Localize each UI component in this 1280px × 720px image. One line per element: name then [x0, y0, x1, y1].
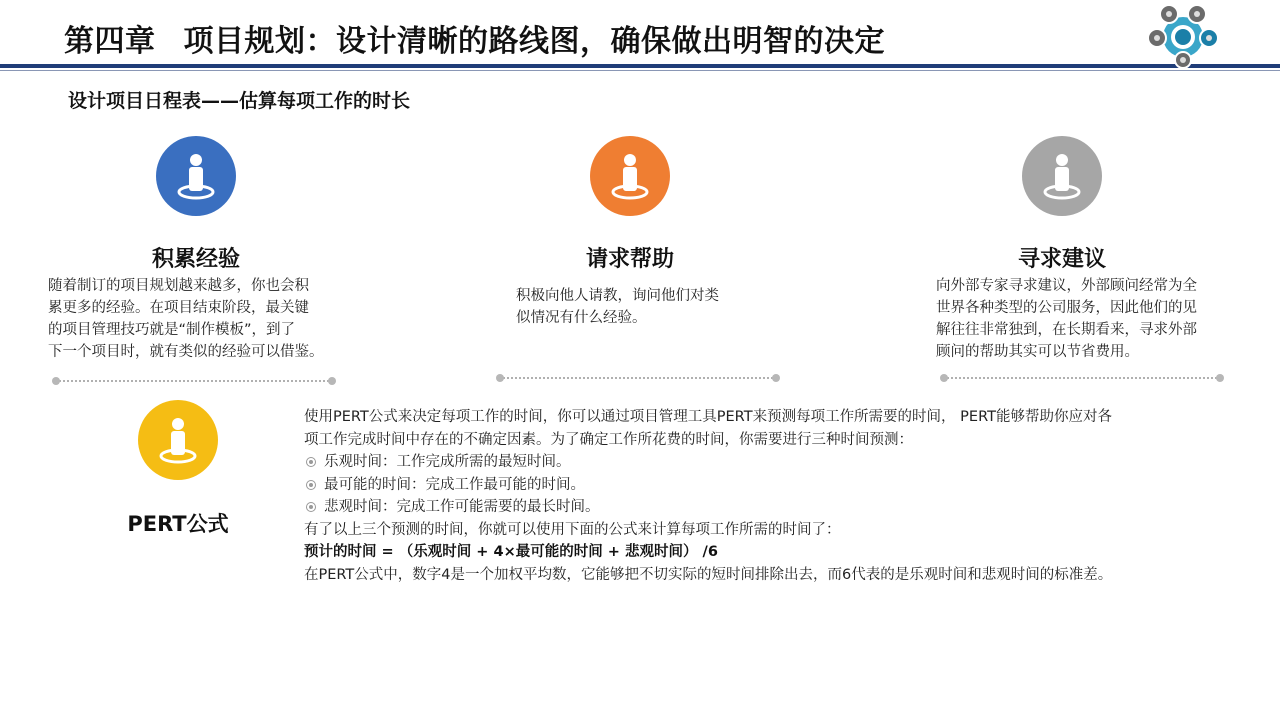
list-item — [304, 496, 1214, 519]
text-line: 解往往非常独到，在长期看来，寻求外部 — [936, 322, 1197, 338]
dotted-divider — [940, 374, 1224, 382]
pert-description — [304, 406, 1214, 586]
column-heading-experience: 积累经验 — [151, 247, 240, 272]
text-line: 下一个项目时，就有类似的经验可以借鉴。 — [48, 344, 324, 360]
bullet-text: 悲观时间：完成工作可能需要的最长时间。 — [324, 499, 600, 515]
logo-icon — [1145, 0, 1221, 70]
chapter-label: 第四章 — [64, 24, 156, 59]
dotted-divider — [496, 374, 780, 382]
person-standing-icon — [590, 136, 670, 216]
pert-intro-line: 项工作完成时间中存在的不确定因素。为了确定工作所花费的时间，你需要进行三种时间预测： — [304, 431, 913, 448]
text-line: 随着制订的项目规划越来越多，你也会积 — [48, 278, 309, 294]
text-line: 向外部专家寻求建议，外部顾问经常为全 — [936, 278, 1197, 294]
list-item — [304, 451, 1214, 474]
advice-icon-circle — [1022, 136, 1102, 216]
bullet-text: 最可能的时间：完成工作最可能的时间。 — [324, 476, 585, 493]
pert-label: PERT公式 — [127, 512, 229, 536]
person-standing-icon — [138, 400, 218, 480]
column-body-advice — [936, 275, 1236, 363]
pert-note: 在PERT公式中，数字4是一个加权平均数，它能够把不切实际的短时间排除出去，而6代表的是乐观时间和悲观时间的标准差。 — [304, 566, 1113, 583]
experience-icon-circle — [156, 136, 236, 216]
list-item — [304, 474, 1214, 497]
person-standing-icon — [1022, 136, 1102, 216]
chapter-title: 项目规划：设计清晰的路线图，确保做出明智的决定 — [183, 24, 885, 59]
dotted-divider — [52, 377, 336, 385]
bullet-icon — [306, 502, 316, 512]
text-line: 累更多的经验。在项目结束阶段，最关键 — [48, 300, 309, 316]
help-icon-circle — [590, 136, 670, 216]
column-body-help — [516, 285, 756, 329]
pert-formula: 预计的时间 = （乐观时间 + 4×最可能的时间 + 悲观时间） /6 — [304, 544, 718, 560]
column-heading-help: 请求帮助 — [585, 247, 674, 272]
bullet-icon — [306, 480, 316, 490]
text-line: 的项目管理技巧就是“制作模板”，到了 — [48, 322, 296, 338]
text-line: 世界各种类型的公司服务，因此他们的见 — [936, 300, 1197, 316]
bullet-text: 乐观时间：工作完成所需的最短时间。 — [324, 454, 571, 470]
header-rule — [0, 64, 1280, 68]
pert-icon-circle — [138, 400, 218, 480]
slide-title — [64, 20, 885, 64]
text-line: 顾问的帮助其实可以节省费用。 — [936, 344, 1139, 360]
section-subtitle: 设计项目日程表——估算每项工作的时长 — [68, 90, 411, 112]
column-body-experience — [48, 275, 348, 363]
header-rule-thin — [0, 70, 1280, 71]
text-line: 积极向他人请教，询问他们对类 — [516, 288, 719, 304]
column-heading-advice: 寻求建议 — [1017, 247, 1106, 272]
bullet-icon — [306, 457, 316, 467]
pert-lead: 有了以上三个预测的时间，你就可以使用下面的公式来计算每项工作所需的时间了： — [304, 521, 841, 538]
pert-intro-line: 使用PERT公式来决定每项工作的时间，你可以通过项目管理工具PERT来预测每项工作所需要的时间， PERT能够帮助你应对各 — [304, 409, 1112, 425]
person-standing-icon — [156, 136, 236, 216]
text-line: 似情况有什么经验。 — [516, 310, 647, 326]
